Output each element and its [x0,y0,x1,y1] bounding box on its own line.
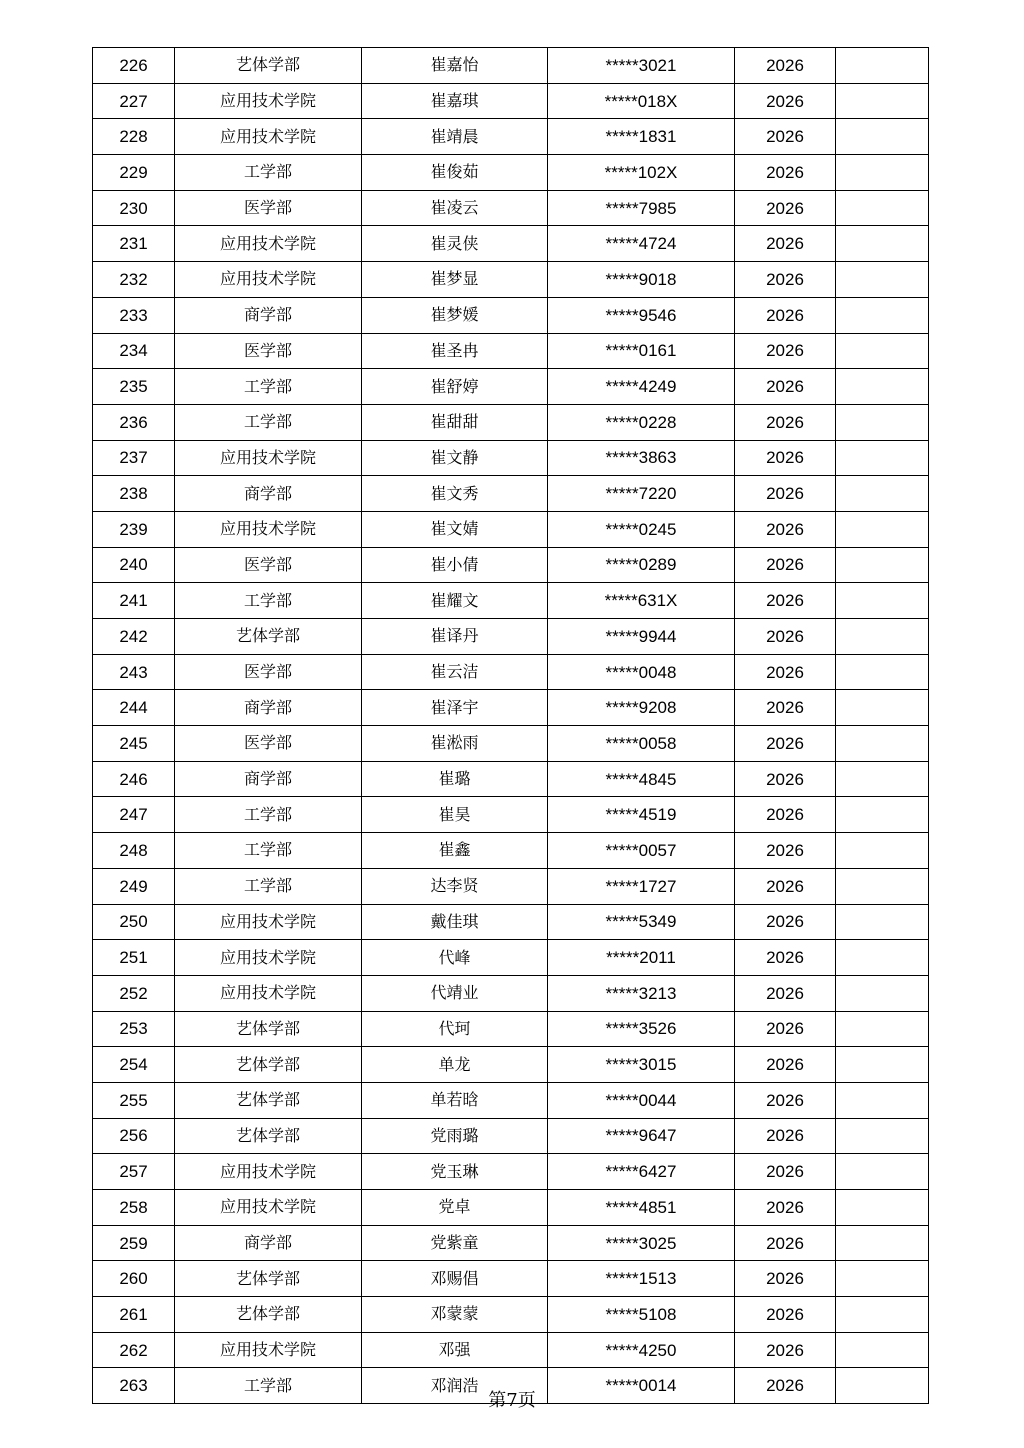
note-cell [836,690,929,726]
table-row [93,761,929,797]
masked-id-cell: *****3526 [548,1011,735,1047]
row-number-cell: 254 [93,1047,175,1083]
note-cell [836,511,929,547]
row-number-cell: 238 [93,476,175,512]
row-number-cell: 253 [93,1011,175,1047]
student-name-cell: 崔甜甜 [362,404,548,440]
note-cell [836,1154,929,1190]
department-cell: 医学部 [175,726,362,762]
row-number-cell: 234 [93,333,175,369]
table-row [93,583,929,619]
department-cell: 医学部 [175,333,362,369]
year-cell: 2026 [735,226,836,262]
department-cell: 应用技术学院 [175,262,362,298]
table-row [93,690,929,726]
masked-id-cell: *****2011 [548,940,735,976]
masked-id-cell: *****1513 [548,1261,735,1297]
year-cell: 2026 [735,440,836,476]
department-cell: 工学部 [175,833,362,869]
note-cell [836,975,929,1011]
row-number-cell: 261 [93,1297,175,1333]
note-cell [836,83,929,119]
table-row [93,833,929,869]
year-cell: 2026 [735,155,836,191]
department-cell: 工学部 [175,1368,362,1404]
student-name-cell: 崔文婧 [362,511,548,547]
year-cell: 2026 [735,1297,836,1333]
student-name-cell: 单若晗 [362,1082,548,1118]
year-cell: 2026 [735,1332,836,1368]
department-cell: 艺体学部 [175,1082,362,1118]
masked-id-cell: *****0161 [548,333,735,369]
table-row [93,1047,929,1083]
department-cell: 工学部 [175,404,362,440]
masked-id-cell: *****1831 [548,119,735,155]
year-cell: 2026 [735,48,836,84]
student-name-cell: 崔文静 [362,440,548,476]
note-cell [836,262,929,298]
masked-id-cell: *****7985 [548,190,735,226]
note-cell [836,119,929,155]
masked-id-cell: *****9018 [548,262,735,298]
student-name-cell: 崔淞雨 [362,726,548,762]
table-row [93,119,929,155]
row-number-cell: 256 [93,1118,175,1154]
year-cell: 2026 [735,1225,836,1261]
masked-id-cell: *****0245 [548,511,735,547]
student-name-cell: 邓润浩 [362,1368,548,1404]
masked-id-cell: *****0048 [548,654,735,690]
note-cell [836,1047,929,1083]
masked-id-cell: *****3213 [548,975,735,1011]
department-cell: 工学部 [175,369,362,405]
row-number-cell: 262 [93,1332,175,1368]
student-name-cell: 戴佳琪 [362,904,548,940]
note-cell [836,1261,929,1297]
table-row [93,1332,929,1368]
table-row [93,868,929,904]
note-cell [836,1297,929,1333]
year-cell: 2026 [735,690,836,726]
year-cell: 2026 [735,83,836,119]
note-cell [836,833,929,869]
year-cell: 2026 [735,476,836,512]
student-name-cell: 党雨璐 [362,1118,548,1154]
department-cell: 艺体学部 [175,1297,362,1333]
note-cell [836,904,929,940]
row-number-cell: 228 [93,119,175,155]
student-name-cell: 崔鑫 [362,833,548,869]
row-number-cell: 244 [93,690,175,726]
student-name-cell: 邓赐倡 [362,1261,548,1297]
year-cell: 2026 [735,761,836,797]
note-cell [836,404,929,440]
masked-id-cell: *****1727 [548,868,735,904]
row-number-cell: 246 [93,761,175,797]
masked-id-cell: *****4250 [548,1332,735,1368]
roster-table [92,47,929,1404]
table-row [93,1225,929,1261]
masked-id-cell: *****0057 [548,833,735,869]
table-row [93,440,929,476]
student-name-cell: 崔圣冉 [362,333,548,369]
year-cell: 2026 [735,511,836,547]
row-number-cell: 263 [93,1368,175,1404]
row-number-cell: 229 [93,155,175,191]
roster-table-body [93,48,929,1404]
year-cell: 2026 [735,1118,836,1154]
table-row [93,404,929,440]
year-cell: 2026 [735,297,836,333]
note-cell [836,654,929,690]
masked-id-cell: *****4845 [548,761,735,797]
department-cell: 应用技术学院 [175,83,362,119]
row-number-cell: 230 [93,190,175,226]
masked-id-cell: *****9944 [548,619,735,655]
table-row [93,226,929,262]
student-name-cell: 崔靖晨 [362,119,548,155]
student-name-cell: 崔泽宇 [362,690,548,726]
table-row [93,547,929,583]
note-cell [836,619,929,655]
student-name-cell: 代珂 [362,1011,548,1047]
table-row [93,1154,929,1190]
masked-id-cell: *****4249 [548,369,735,405]
note-cell [836,761,929,797]
row-number-cell: 249 [93,868,175,904]
row-number-cell: 248 [93,833,175,869]
student-name-cell: 达李贤 [362,868,548,904]
masked-id-cell: *****0044 [548,1082,735,1118]
table-row [93,1082,929,1118]
masked-id-cell: *****018X [548,83,735,119]
department-cell: 应用技术学院 [175,440,362,476]
masked-id-cell: *****4851 [548,1190,735,1226]
masked-id-cell: *****6427 [548,1154,735,1190]
row-number-cell: 257 [93,1154,175,1190]
student-name-cell: 党玉琳 [362,1154,548,1190]
year-cell: 2026 [735,833,836,869]
note-cell [836,940,929,976]
year-cell: 2026 [735,404,836,440]
note-cell [836,297,929,333]
table-row [93,297,929,333]
year-cell: 2026 [735,583,836,619]
table-row [93,190,929,226]
year-cell: 2026 [735,1047,836,1083]
year-cell: 2026 [735,975,836,1011]
department-cell: 艺体学部 [175,1261,362,1297]
row-number-cell: 240 [93,547,175,583]
masked-id-cell: *****0289 [548,547,735,583]
row-number-cell: 226 [93,48,175,84]
department-cell: 应用技术学院 [175,511,362,547]
table-row [93,975,929,1011]
year-cell: 2026 [735,654,836,690]
department-cell: 艺体学部 [175,1047,362,1083]
table-row [93,904,929,940]
student-name-cell: 代靖业 [362,975,548,1011]
masked-id-cell: *****4519 [548,797,735,833]
table-row [93,619,929,655]
note-cell [836,583,929,619]
note-cell [836,369,929,405]
table-row [93,726,929,762]
row-number-cell: 259 [93,1225,175,1261]
department-cell: 工学部 [175,583,362,619]
department-cell: 商学部 [175,1225,362,1261]
note-cell [836,1011,929,1047]
table-row [93,369,929,405]
row-number-cell: 232 [93,262,175,298]
masked-id-cell: *****3863 [548,440,735,476]
department-cell: 应用技术学院 [175,904,362,940]
year-cell: 2026 [735,547,836,583]
department-cell: 应用技术学院 [175,940,362,976]
year-cell: 2026 [735,190,836,226]
row-number-cell: 255 [93,1082,175,1118]
note-cell [836,1225,929,1261]
page-number: 第7页 [488,1390,536,1411]
department-cell: 应用技术学院 [175,119,362,155]
masked-id-cell: *****9208 [548,690,735,726]
masked-id-cell: *****5349 [548,904,735,940]
year-cell: 2026 [735,1190,836,1226]
year-cell: 2026 [735,1368,836,1404]
student-name-cell: 崔璐 [362,761,548,797]
note-cell [836,797,929,833]
department-cell: 应用技术学院 [175,1190,362,1226]
row-number-cell: 260 [93,1261,175,1297]
table-row [93,1118,929,1154]
note-cell [836,1332,929,1368]
student-name-cell: 崔昊 [362,797,548,833]
department-cell: 医学部 [175,654,362,690]
row-number-cell: 250 [93,904,175,940]
row-number-cell: 251 [93,940,175,976]
note-cell [836,1118,929,1154]
student-name-cell: 崔嘉琪 [362,83,548,119]
table-row [93,155,929,191]
row-number-cell: 242 [93,619,175,655]
masked-id-cell: *****631X [548,583,735,619]
note-cell [836,868,929,904]
table-row [93,940,929,976]
note-cell [836,547,929,583]
table-row [93,1190,929,1226]
note-cell [836,440,929,476]
table-row [93,48,929,84]
student-name-cell: 崔文秀 [362,476,548,512]
department-cell: 艺体学部 [175,1118,362,1154]
department-cell: 商学部 [175,690,362,726]
student-name-cell: 代峰 [362,940,548,976]
year-cell: 2026 [735,369,836,405]
table-row [93,511,929,547]
student-name-cell: 崔耀文 [362,583,548,619]
department-cell: 艺体学部 [175,1011,362,1047]
year-cell: 2026 [735,797,836,833]
row-number-cell: 227 [93,83,175,119]
note-cell [836,190,929,226]
year-cell: 2026 [735,262,836,298]
student-name-cell: 党紫童 [362,1225,548,1261]
department-cell: 应用技术学院 [175,975,362,1011]
department-cell: 商学部 [175,297,362,333]
year-cell: 2026 [735,1154,836,1190]
student-name-cell: 崔凌云 [362,190,548,226]
year-cell: 2026 [735,1011,836,1047]
note-cell [836,726,929,762]
row-number-cell: 252 [93,975,175,1011]
student-name-cell: 崔小倩 [362,547,548,583]
row-number-cell: 258 [93,1190,175,1226]
student-name-cell: 邓蒙蒙 [362,1297,548,1333]
masked-id-cell: *****3025 [548,1225,735,1261]
masked-id-cell: *****0014 [548,1368,735,1404]
year-cell: 2026 [735,333,836,369]
department-cell: 应用技术学院 [175,1332,362,1368]
row-number-cell: 239 [93,511,175,547]
masked-id-cell: *****5108 [548,1297,735,1333]
student-name-cell: 崔俊茹 [362,155,548,191]
student-name-cell: 崔灵侠 [362,226,548,262]
note-cell [836,333,929,369]
masked-id-cell: *****9647 [548,1118,735,1154]
table-row [93,797,929,833]
masked-id-cell: *****7220 [548,476,735,512]
note-cell [836,1190,929,1226]
masked-id-cell: *****3015 [548,1047,735,1083]
row-number-cell: 233 [93,297,175,333]
masked-id-cell: *****102X [548,155,735,191]
table-row [93,1297,929,1333]
year-cell: 2026 [735,868,836,904]
student-name-cell: 崔译丹 [362,619,548,655]
note-cell [836,155,929,191]
student-name-cell: 党卓 [362,1190,548,1226]
row-number-cell: 236 [93,404,175,440]
row-number-cell: 241 [93,583,175,619]
table-row [93,262,929,298]
year-cell: 2026 [735,119,836,155]
row-number-cell: 237 [93,440,175,476]
department-cell: 商学部 [175,761,362,797]
year-cell: 2026 [735,726,836,762]
student-name-cell: 崔云洁 [362,654,548,690]
note-cell [836,226,929,262]
student-name-cell: 邓强 [362,1332,548,1368]
year-cell: 2026 [735,619,836,655]
department-cell: 工学部 [175,797,362,833]
row-number-cell: 245 [93,726,175,762]
note-cell [836,48,929,84]
masked-id-cell: *****0058 [548,726,735,762]
department-cell: 艺体学部 [175,48,362,84]
table-row [93,476,929,512]
masked-id-cell: *****4724 [548,226,735,262]
year-cell: 2026 [735,940,836,976]
note-cell [836,476,929,512]
student-name-cell: 崔梦媛 [362,297,548,333]
department-cell: 工学部 [175,868,362,904]
department-cell: 商学部 [175,476,362,512]
student-name-cell: 崔梦显 [362,262,548,298]
student-name-cell: 崔嘉怡 [362,48,548,84]
table-row [93,1261,929,1297]
masked-id-cell: *****0228 [548,404,735,440]
year-cell: 2026 [735,904,836,940]
student-name-cell: 崔舒婷 [362,369,548,405]
department-cell: 医学部 [175,190,362,226]
department-cell: 医学部 [175,547,362,583]
row-number-cell: 247 [93,797,175,833]
department-cell: 艺体学部 [175,619,362,655]
row-number-cell: 243 [93,654,175,690]
table-row [93,83,929,119]
masked-id-cell: *****9546 [548,297,735,333]
department-cell: 应用技术学院 [175,226,362,262]
year-cell: 2026 [735,1261,836,1297]
row-number-cell: 235 [93,369,175,405]
table-row [93,1011,929,1047]
student-name-cell: 单龙 [362,1047,548,1083]
department-cell: 应用技术学院 [175,1154,362,1190]
table-row [93,654,929,690]
row-number-cell: 231 [93,226,175,262]
department-cell: 工学部 [175,155,362,191]
year-cell: 2026 [735,1082,836,1118]
masked-id-cell: *****3021 [548,48,735,84]
note-cell [836,1082,929,1118]
table-row [93,333,929,369]
